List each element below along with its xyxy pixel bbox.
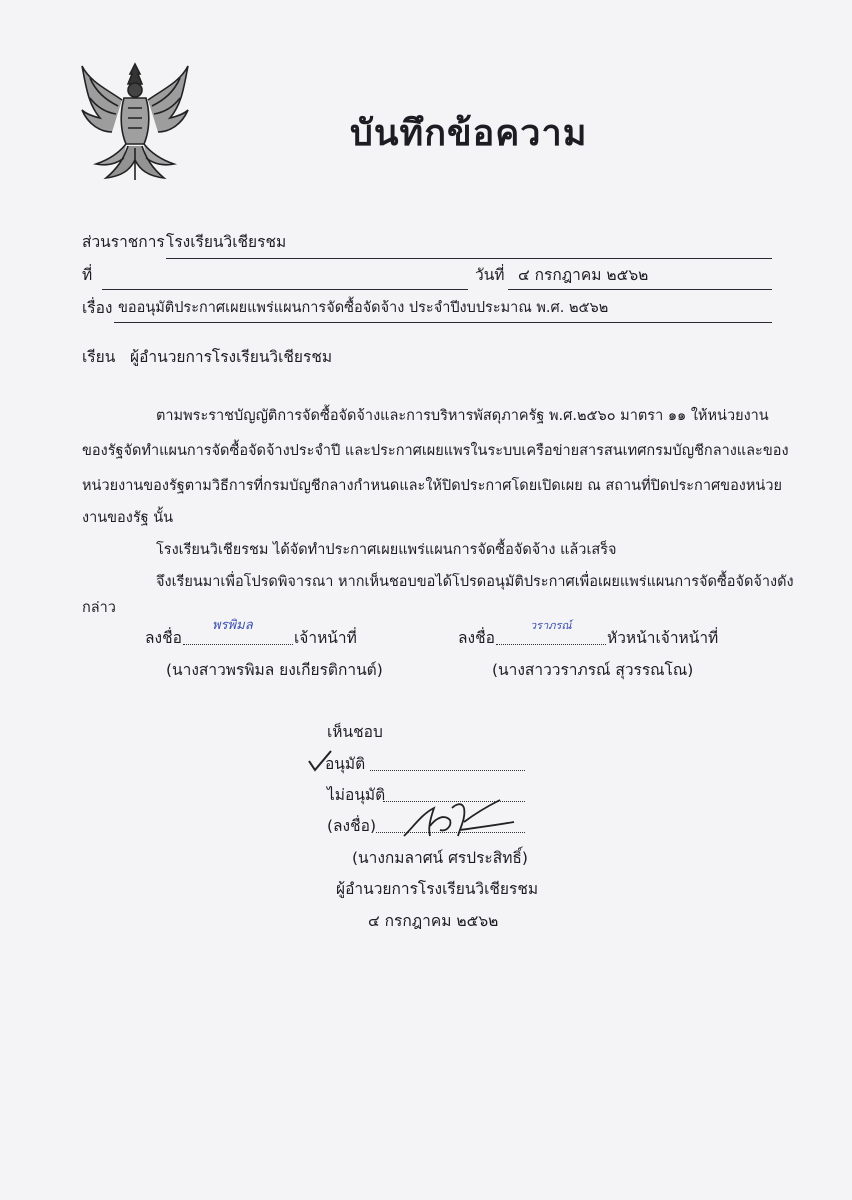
date-label: วันที่	[475, 266, 505, 284]
agency-value: โรงเรียนวิเชียรชม	[166, 233, 287, 251]
body-paragraph-3-line-2: กล่าว	[82, 600, 116, 616]
garuda-emblem-icon	[78, 60, 192, 184]
approval-disapprove: ไม่อนุมัติ	[327, 786, 386, 804]
approval-name: (นางกมลาศน์ ศรประสิทธิ์)	[352, 849, 528, 867]
body-line-1: ตามพระราชบัญญัติการจัดซื้อจัดจ้างและการบริหารพัสดุภาครัฐ พ.ศ.๒๕๖๐ มาตรา ๑๑ ให้หน่วยงาน	[156, 408, 769, 424]
right-role: หัวหน้าเจ้าหน้าที่	[607, 629, 719, 647]
left-handwriting: พรพิมล	[212, 618, 253, 633]
body-paragraph-2: โรงเรียนวิเชียรชม ได้จัดทำประกาศเผยแพร่แผนการจัดซื้อจัดจ้าง แล้วเสร็จ	[156, 542, 617, 558]
right-handwriting: วราภรณ์	[530, 619, 572, 632]
body-line-3: หน่วยงานของรัฐตามวิธีการที่กรมบัญชีกลางกำหนดและให้ปิดประกาศโดยเปิดเผย ณ สถานที่ปิดประกาศของหน่วย	[82, 478, 782, 494]
date-value: ๔ กรกฎาคม ๒๕๖๒	[518, 266, 649, 284]
ref-label: ที่	[82, 266, 93, 284]
ref-underline	[102, 289, 468, 290]
memo-title: บันทึกข้อความ	[350, 113, 588, 154]
director-signature	[400, 796, 520, 842]
subject-value: ขออนุมัติประกาศเผยแพร่แผนการจัดซื้อจัดจ้าง ประจำปีงบประมาณ พ.ศ. ๒๕๖๒	[118, 300, 609, 316]
right-sign-line	[496, 644, 606, 645]
agency-label: ส่วนราชการ	[82, 233, 165, 251]
date-underline	[508, 289, 772, 290]
approval-position: ผู้อำนวยการโรงเรียนวิเชียรชม	[336, 880, 539, 898]
left-sign-label: ลงชื่อ	[145, 629, 182, 647]
left-sign-line	[183, 644, 293, 645]
left-name: (นางสาวพรพิมล ยงเกียรติกานต์)	[166, 661, 383, 679]
to-value: ผู้อำนวยการโรงเรียนวิเชียรชม	[130, 348, 333, 366]
right-sign-label: ลงชื่อ	[458, 629, 495, 647]
approval-date: ๔ กรกฎาคม ๒๕๖๒	[368, 912, 499, 930]
approval-sign: (ลงชื่อ)	[327, 817, 376, 835]
to-label: เรียน	[82, 348, 116, 366]
approval-agree: เห็นชอบ	[327, 723, 383, 741]
subject-label: เรื่อง	[82, 299, 113, 317]
body-paragraph-3-line-1: จึงเรียนมาเพื่อโปรดพิจารณา หากเห็นชอบขอได้โปรดอนุมัติประกาศเพื่อเผยแพร่แผนการจัดซื้อจัดจ้างดัง	[156, 574, 794, 590]
body-line-2: ของรัฐจัดทำแผนการจัดซื้อจัดจ้างประจำปี และประกาศเผยแพรในระบบเครือข่ายสารสนเทศกรมบัญชีกลางและของ	[82, 443, 789, 459]
subject-underline	[114, 322, 772, 323]
right-name: (นางสาววราภรณ์ สุวรรณโณ)	[492, 661, 694, 679]
approve-line	[370, 770, 525, 771]
approval-approve: อนุมัติ	[325, 755, 366, 773]
left-role: เจ้าหน้าที่	[294, 629, 357, 647]
agency-underline	[166, 258, 772, 259]
body-line-4: งานของรัฐ นั้น	[82, 510, 174, 526]
